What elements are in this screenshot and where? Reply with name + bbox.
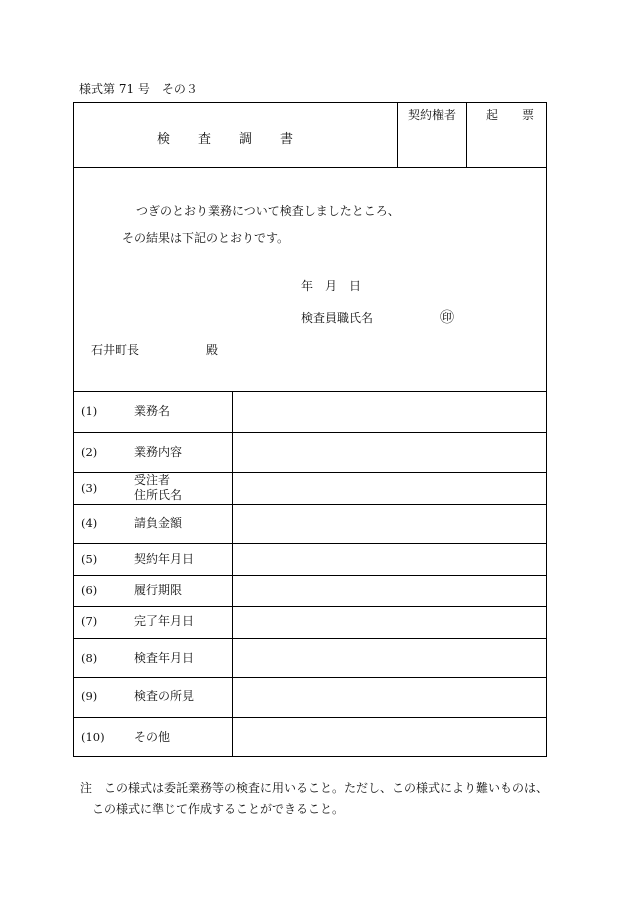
row-line: [73, 432, 547, 433]
row-label: 検査年月日: [134, 651, 195, 665]
title-char: 検: [157, 132, 171, 147]
row-line: [73, 606, 547, 607]
honorific: 殿: [206, 343, 219, 357]
row-number: (5): [81, 552, 98, 566]
row-label-line-2: 住所氏名: [134, 488, 183, 502]
row-label: 受注者: [134, 473, 171, 487]
title-char: 査: [198, 132, 212, 147]
body-line-1: つぎのとおり業務について検査しましたところ、: [136, 204, 400, 218]
form-number: 様式第 71 号 その３: [79, 82, 198, 96]
row-label: 業務名: [134, 404, 171, 418]
header-divider-left: [397, 102, 398, 168]
row-line: [73, 575, 547, 576]
title-char: 書: [280, 132, 294, 147]
row-label: 完了年月日: [134, 614, 195, 628]
row-line: [73, 638, 547, 639]
row-number: (3): [81, 481, 98, 495]
row-label: 請負金額: [134, 516, 183, 530]
row-number: (10): [81, 730, 105, 744]
row-number: (6): [81, 583, 98, 597]
row-label: 業務内容: [134, 445, 183, 459]
row-label: その他: [134, 730, 171, 744]
seal-mark: ㊞: [440, 310, 454, 326]
row-number: (2): [81, 445, 98, 459]
table-column-divider: [232, 391, 233, 757]
table-top-line: [73, 391, 547, 392]
addressee: 石井町長: [91, 343, 140, 357]
draft-label: 起 票: [486, 108, 535, 122]
title-char: 調: [239, 132, 253, 147]
row-number: (7): [81, 614, 98, 628]
document-title: [157, 128, 293, 147]
header-bottom-line: [73, 167, 547, 168]
row-line: [73, 717, 547, 718]
row-line: [73, 543, 547, 544]
inspector-name-label: 検査員職氏名: [301, 311, 374, 325]
row-label: 検査の所見: [134, 689, 195, 703]
row-label: 契約年月日: [134, 552, 195, 566]
row-number: (9): [81, 689, 98, 703]
footnote-line-1: 注 この様式は委託業務等の検査に用いること。ただし、この様式により難いものは、: [80, 781, 549, 795]
row-number: (8): [81, 651, 98, 665]
date-field: 年 月 日: [301, 279, 362, 293]
row-number: (4): [81, 516, 98, 530]
header-divider-right: [466, 102, 467, 168]
row-line: [73, 677, 547, 678]
contract-authority-label: 契約権者: [408, 108, 457, 122]
body-line-2: その結果は下記のとおりです。: [122, 231, 290, 245]
footnote-line-2: この様式に準じて作成することができること。: [92, 802, 345, 816]
row-number: (1): [81, 404, 98, 418]
row-label: 履行期限: [134, 583, 183, 597]
row-line: [73, 504, 547, 505]
